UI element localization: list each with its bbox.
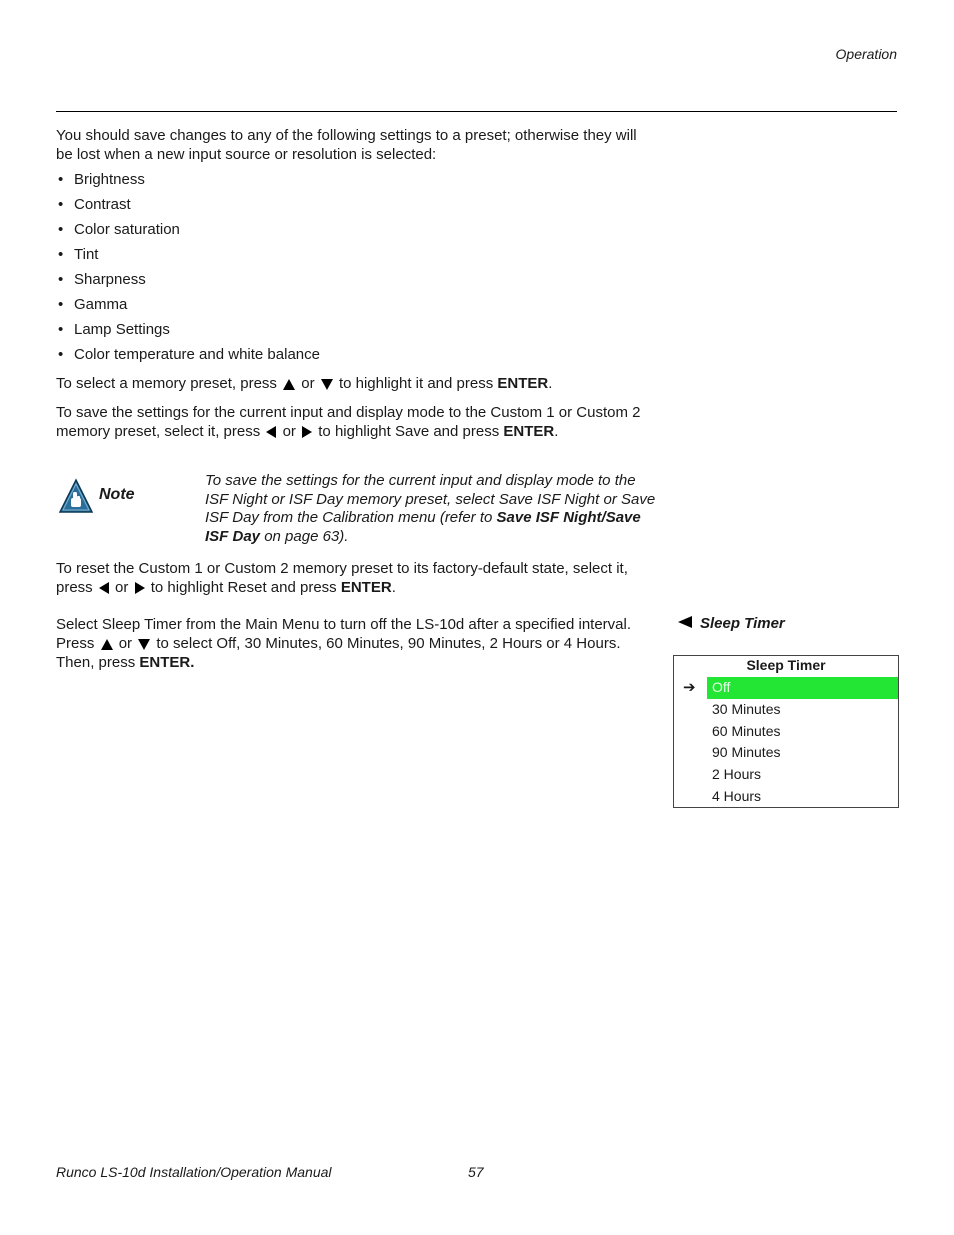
note-text: To save the settings for the current input and display mode to the ISF Night or ISF Day memory preset, select Save ISF Night or Save ISF Day from the Calibration menu (refer to Save ISF Night/Save ISF Day on page 63). xyxy=(205,472,656,545)
menu-item-off[interactable]: ➔ Off xyxy=(674,677,898,699)
menu-item-60-minutes[interactable]: 60 Minutes xyxy=(712,722,781,739)
selection-arrow-icon: ➔ xyxy=(683,679,696,696)
reset-preset-paragraph: To reset the Custom 1 or Custom 2 memory preset to its factory-default state, select it, press or to highlight Reset and press ENTER. xyxy=(56,560,628,596)
save-preset-paragraph: To save the settings for the current input and display mode to the Custom 1 or Custom 2 memory preset, select it, press or to highlight Save and press ENTER. xyxy=(56,404,641,440)
up-arrow-icon xyxy=(283,379,295,390)
intro-paragraph: You should save changes to any of the following settings to a preset; otherwise they will be lost when a new input source or resolution is selected: xyxy=(56,127,637,163)
up-arrow-icon xyxy=(101,639,113,650)
sleep-timer-paragraph: Select Sleep Timer from the Main Menu to turn off the LS-10d after a specified interval. Press or to select Off, 30 Minutes, 60 Minutes, 90 Minutes, 2 Hours or 4 Hours. Then, press ENTER. xyxy=(56,616,632,671)
list-item: • Tint xyxy=(56,245,320,270)
right-arrow-icon xyxy=(302,426,312,438)
sleep-timer-menu xyxy=(673,655,899,808)
list-item: • Brightness xyxy=(56,170,320,195)
down-arrow-icon xyxy=(321,379,333,390)
selection-highlight xyxy=(707,677,898,699)
section-arrow-icon xyxy=(678,616,692,628)
running-header: Operation xyxy=(835,46,897,62)
left-arrow-icon xyxy=(99,582,109,594)
page-number: 57 xyxy=(468,1164,484,1180)
select-preset-paragraph: To select a memory preset, press or to highlight it and press ENTER. xyxy=(56,375,553,392)
list-item: • Lamp Settings xyxy=(56,320,320,345)
left-arrow-icon xyxy=(266,426,276,438)
footer-manual-title: Runco LS-10d Installation/Operation Manual xyxy=(56,1164,332,1180)
note-pointing-hand-icon xyxy=(58,478,94,514)
list-item: • Color saturation xyxy=(56,220,320,245)
list-item: • Color temperature and white balance xyxy=(56,345,320,370)
menu-item-90-minutes[interactable]: 90 Minutes xyxy=(712,744,781,761)
list-item: • Gamma xyxy=(56,295,320,320)
right-arrow-icon xyxy=(135,582,145,594)
sleep-timer-heading: Sleep Timer xyxy=(678,615,785,632)
down-arrow-icon xyxy=(138,639,150,650)
menu-title: Sleep Timer xyxy=(746,657,826,673)
menu-item-2-hours[interactable]: 2 Hours xyxy=(712,766,762,783)
menu-item-30-minutes[interactable]: 30 Minutes xyxy=(712,700,781,717)
menu-item-4-hours[interactable]: 4 Hours xyxy=(712,787,762,804)
list-item: • Sharpness xyxy=(56,270,320,295)
list-item: • Contrast xyxy=(56,195,320,220)
header-rule xyxy=(56,111,897,112)
settings-list xyxy=(56,170,320,370)
note-label: Note xyxy=(99,486,135,503)
